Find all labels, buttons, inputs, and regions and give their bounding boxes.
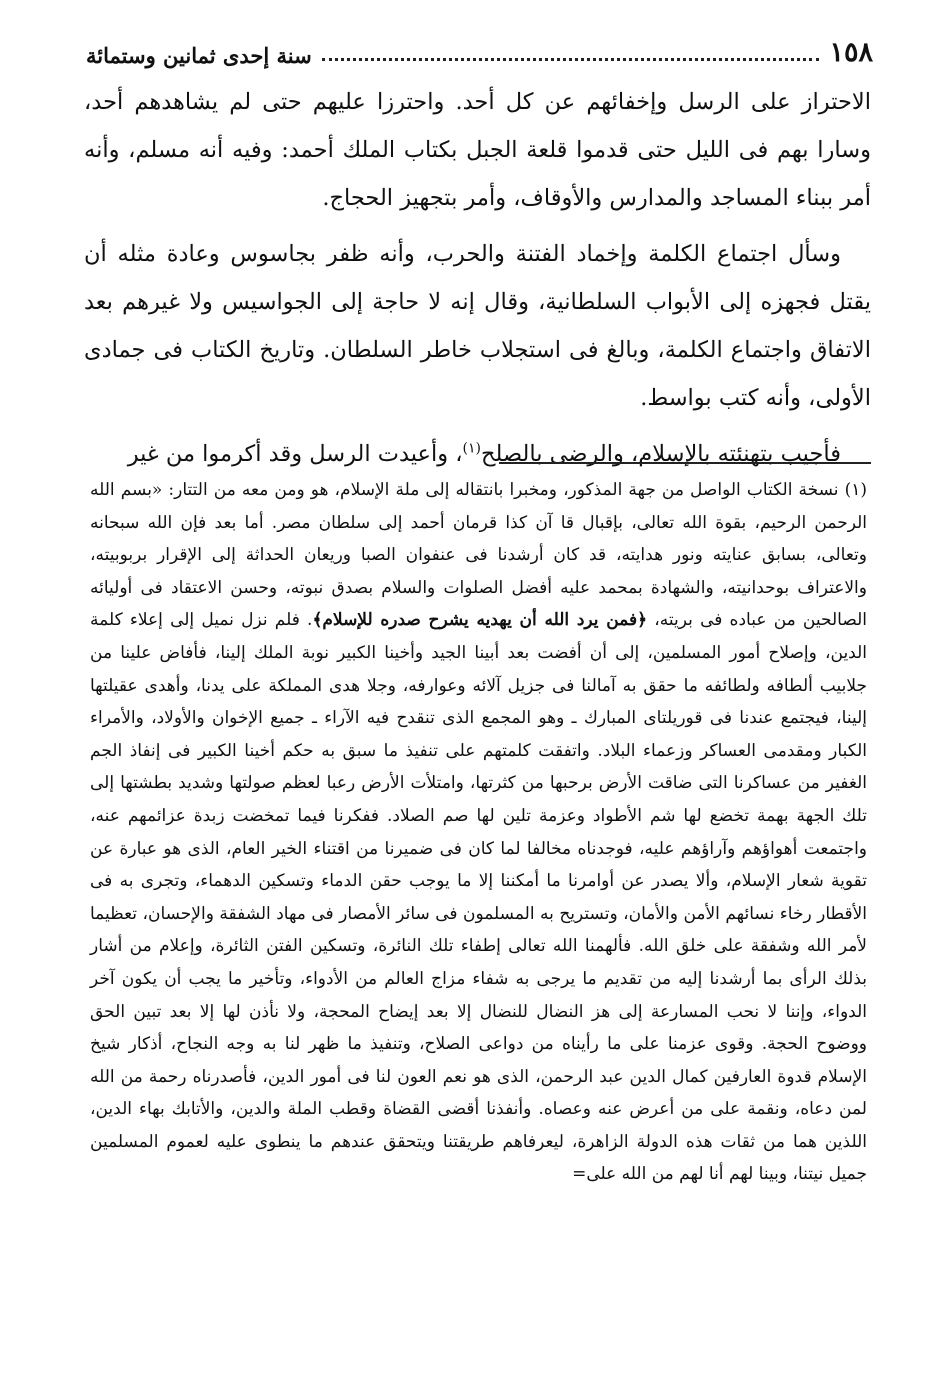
- footnote-text-part: . فلم نزل نميل إلى إعلاء كلمة الدين، وإصلاح أمور المسلمين، إلى أن أفضت بعد أبينا الجيد وأخينا الكبير نوبة الملك إلينا، فأفاض علينا من جلابيب ألطافه ولطائفه ما حقق به آمالنا فى جزيل آلائه وعوارفه، وجلا هدى المملكة على يدنا، وأهدى عقيلتها إلينا، فيجتمع عندنا فى قوريلتاى المبارك ـ وهو المجمع الذى تنقدح فيه الآراء ـ جميع الإخوان والأولاد، والأمراء الكبار ومقدمى العساكر وزعماء البلاد. واتفقت كلمتهم على تنفيذ ما سبق به حكم أخينا الكبير فى إنفاذ الجم الغفير من عساكرنا التى ضاقت الأرض برحبها من كثرتها، وامتلأت الأرض رعبا لعظم صولتها وشديد بطشتها إلى تلك الجهة بهمة تخضع لها شم الأطواد وعزمة تلين لها صم الصلاد. ففكرنا فيما تمخضت زبدة عزائمهم عنه، واجتمعت أهواؤهم وآراؤهم عليه، فوجدناه مخالفا لما كان فى ضميرنا من اقتناء الخير العام، الذى هو عبارة عن تقوية شعار الإسلام، وألا يصدر عن أوامرنا ما أمكننا إلا ما يوجب حقن الدماء وتسكين الدهماء، وتجرى به فى الأقطار رخاء نسائهم الأمن والأمان، وتستريح به المسلمون فى سائر الأمصار فى مهاد الشفقة والإحسان، تعظيما لأمر الله وشفقة على خلق الله. فألهمنا الله تعالى إطفاء تلك النائرة، وتسكين الفتن الثائرة، وإعلام من أشار بذلك الرأى بما أرشدنا إليه من تقديم ما يرجى به شفاء مزاج العالم من الأدواء، وتأخير ما يجب أن يكون آخر الدواء، وإننا لا نحب المسارعة إلى هز النضال للنضال إلا بعد إيضاح المحجة، ولا نأذن لها إلا بعد تبين الحق ووضوح الحجة. وقوى عزمنا على ما رأيناه من دواعى الصلاح، وتنفيذ ما ظهر لنا به وجه النجاح، أذكار شيخ الإسلام قدوة العارفين كمال الدين عبد الرحمن، الذى هو نعم العون لنا فى أمور الدين، فأصدرناه رحمة من الله لمن دعاه، ونقمة على من أعرض عنه وعصاه. وأنفذنا أقضى القضاة وقطب الملة والدين، والأتابك بهاء الدين، اللذين هما من ثقات هذه الدولة الزاهرة، ليعرفاهم طريقتنا ويتحقق عندهم ما ينطوى عليه لعموم المسلمين جميل نيتنا، وبينا لهم أنا لهم من الله على=: [90, 610, 867, 1185]
- paragraph: الاحتراز على الرسل وإخفائهم عن كل أحد. واحترزا عليهم حتى لم يشاهدهم أحد، وسارا بهم فى الليل حتى قدموا قلعة الجبل بكتاب الملك أحمد: وفيه أنه مسلم، وأنه أمر ببناء المساجد والمدارس والأوقاف، وأمر بتجهيز الحجاج.: [84, 89, 871, 211]
- footnote-separator: [499, 462, 871, 464]
- paragraph-text: فأجيب بتهنئته بالإسلام، والرضى بالصلح: [481, 441, 841, 467]
- paragraph: [84, 430, 871, 478]
- quran-verse: ﴿فمن يرد الله أن يهديه يشرح صدره للإسلام﴾: [312, 610, 648, 631]
- footnote-text-part: (١) نسخة الكتاب الواصل من جهة المذكور، ومخبرا بانتقاله إلى ملة الإسلام، هو ومن معه من التتار: «بسم الله الرحمن الرحيم، بقوة الله تعالى، بإقبال قا آن كذا قرمان أحمد إلى سلطان مصر. أما بعد فإن الله سبحانه وتعالى، بسابق عنايته ونور هدايته، قد كان أرشدنا فى عنفوان الصبا وريعان الحداثة إلى الإقرار بربوبيته، والاعتراف بوحدانيته، والشهادة بمحمد عليه أفضل الصلوات والسلام بصدق نبوته، وحسن الاعتقاد فى أوليائه الصالحين من عباده فى بريته،: [90, 480, 867, 631]
- footnote: [90, 474, 867, 1191]
- page-header: [86, 34, 873, 68]
- paragraph-text: ، وأعيدت الرسل وقد أكرموا من غير: [127, 441, 463, 467]
- header-dot-leader: [322, 58, 820, 61]
- main-text: [84, 78, 871, 486]
- footnote-reference[interactable]: (١): [462, 440, 481, 457]
- paragraph: وسأل اجتماع الكلمة وإخماد الفتنة والحرب، وأنه ظفر بجاسوس وعادة مثله أن يقتل فجهزه إلى الأبواب السلطانية، وقال إنه لا حاجة إلى الجواسيس ولا غيرهم بعد الاتفاق واجتماع الكلمة، وبالغ فى استجلاب خاطر السلطان. وتاريخ الكتاب فى جمادى الأولى، وأنه كتب بواسط.: [84, 241, 871, 411]
- footnote-text: [90, 474, 867, 1191]
- page-number: ١٥٨: [829, 37, 873, 68]
- running-title: سنة إحدى ثمانين وستمائة: [86, 43, 312, 68]
